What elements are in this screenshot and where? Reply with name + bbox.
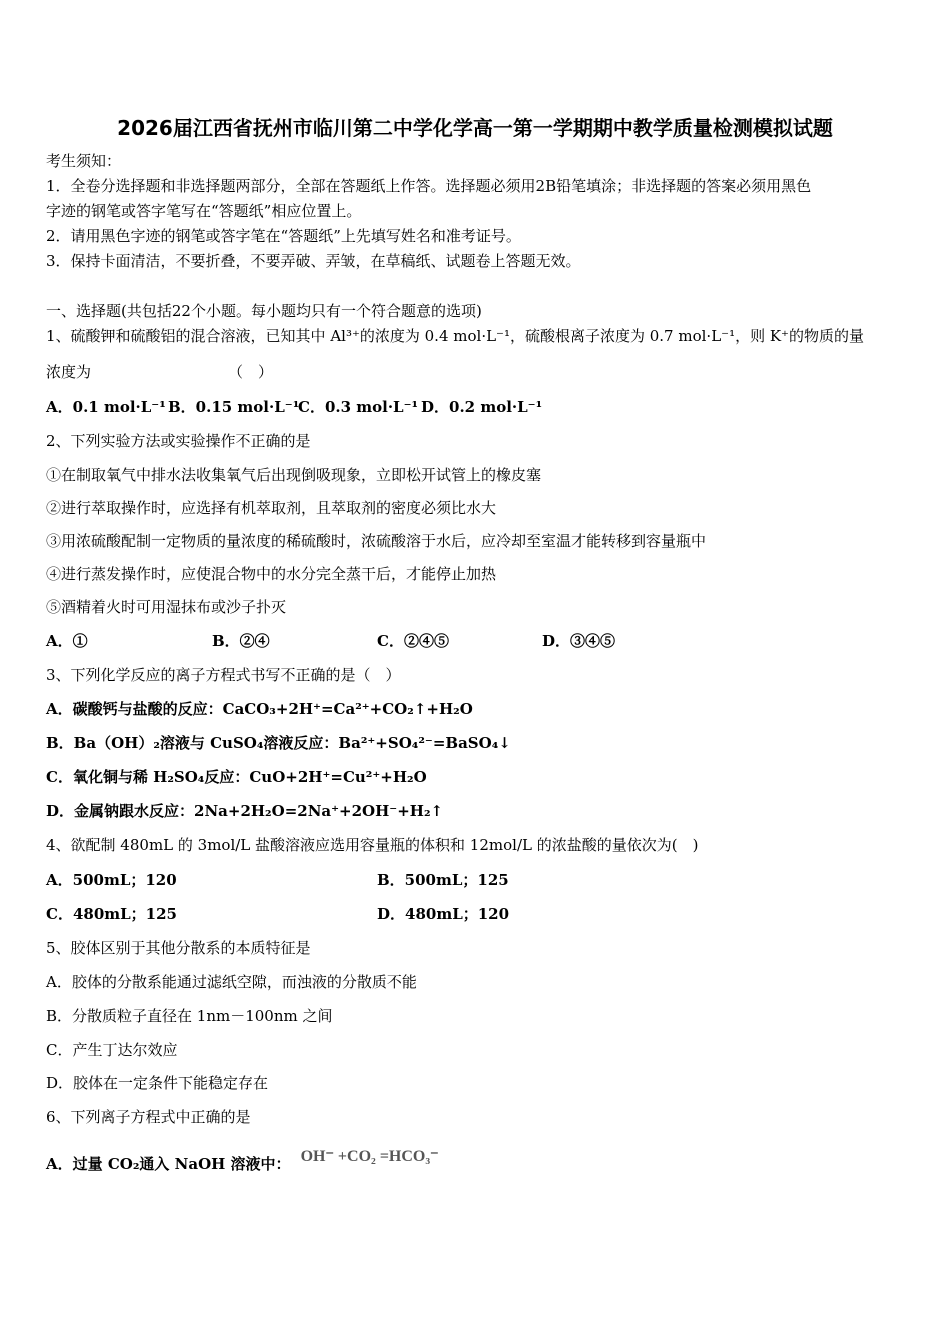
q3-option-a: A．碳酸钙与盐酸的反应：CaCO₃+2H⁺=Ca²⁺+CO₂↑+H₂O <box>46 700 473 718</box>
q5-option-d: D．胶体在一定条件下能稳定存在 <box>46 1074 269 1092</box>
q3-option-d: D．金属钠跟水反应：2Na+2H₂O=2Na⁺+2OH⁻+H₂↑ <box>46 802 444 820</box>
section-heading: 一、选择题(共包括22个小题。每小题均只有一个符合题意的选项) <box>46 302 482 320</box>
q2-option-d: D．③④⑤ <box>542 632 616 650</box>
q5-option-a: A．胶体的分散系能通过滤纸空隙，而浊液的分散质不能 <box>46 973 417 991</box>
notice-item: 1．全卷分选择题和非选择题两部分，全部在答题纸上作答。选择题必须用2B铅笔填涂；非选择题的答案必须用黑色 <box>46 177 812 195</box>
q6-option-a-text: A．过量 CO₂通入 NaOH 溶液中： <box>46 1155 291 1173</box>
notice-heading: 考生须知： <box>46 152 122 170</box>
notice-item: 字迹的钢笔或答字笔写在“答题纸”相应位置上。 <box>46 202 362 220</box>
q2-statement: ②进行萃取操作时，应选择有机萃取剂，且萃取剂的密度必须比水大 <box>46 499 497 517</box>
question-1-stem-cont: 浓度为 <box>46 363 92 381</box>
q1-option-a: A．0.1 mol·L⁻¹ <box>46 398 166 416</box>
notice-item: 2．请用黑色字迹的钢笔或答字笔在“答题纸”上先填写姓名和准考证号。 <box>46 227 521 245</box>
q3-option-c: C．氧化铜与稀 H₂SO₄反应：CuO+2H⁺=Cu²⁺+H₂O <box>46 768 427 786</box>
q6-option-a <box>46 1148 439 1175</box>
q1-option-d: D．0.2 mol·L⁻¹ <box>421 398 543 416</box>
q2-statement: ⑤酒精着火时可用湿抹布或沙子扑灭 <box>46 598 287 616</box>
q2-statement: ④进行蒸发操作时，应使混合物中的水分完全蒸干后，才能停止加热 <box>46 565 497 583</box>
question-3-stem: 3、下列化学反应的离子方程式书写不正确的是（ ） <box>46 666 401 684</box>
q6-option-a-formula: OH⁻ +CO₂ =HCO₃⁻ <box>300 1148 439 1165</box>
q3-option-b: B．Ba（OH）₂溶液与 CuSO₄溶液反应：Ba²⁺+SO₄²⁻=BaSO₄↓ <box>46 734 511 752</box>
q2-option-b: B．②④ <box>212 632 270 650</box>
q4-option-d: D．480mL；120 <box>377 905 510 923</box>
q2-option-c: C．②④⑤ <box>377 632 449 650</box>
q2-statement: ①在制取氧气中排水法收集氧气后出现倒吸现象，立即松开试管上的橡皮塞 <box>46 466 542 484</box>
q4-option-c: C．480mL；125 <box>46 905 177 923</box>
question-2-stem: 2、下列实验方法或实验操作不正确的是 <box>46 432 311 450</box>
page-title: 2026届江西省抚州市临川第二中学化学高一第一学期期中教学质量检测模拟试题 <box>117 116 833 140</box>
q1-option-c: C．0.3 mol·L⁻¹ <box>298 398 419 416</box>
answer-bracket: （ ） <box>228 363 274 381</box>
notice-item: 3．保持卡面清洁，不要折叠，不要弄破、弄皱，在草稿纸、试题卷上答题无效。 <box>46 252 581 270</box>
q5-option-c: C．产生丁达尔效应 <box>46 1041 178 1059</box>
q5-option-b: B．分散质粒子直径在 1nm－100nm 之间 <box>46 1007 333 1025</box>
q2-option-a: A．① <box>46 632 88 650</box>
question-1-stem: 1、硫酸钾和硫酸铝的混合溶液，已知其中 Al³⁺的浓度为 0.4 mol·L⁻¹，硫酸根离子浓度为 0.7 mol·L⁻¹，则 K⁺的物质的量 <box>46 327 864 345</box>
q4-option-b: B．500mL；125 <box>377 871 509 889</box>
question-4-stem: 4、欲配制 480mL 的 3mol/L 盐酸溶液应选用容量瓶的体积和 12mol/L 的浓盐酸的量依次为( ) <box>46 836 699 854</box>
question-6-stem: 6、下列离子方程式中正确的是 <box>46 1108 251 1126</box>
q2-statement: ③用浓硫酸配制一定物质的量浓度的稀硫酸时，浓硫酸溶于水后，应冷却至室温才能转移到容量瓶中 <box>46 532 707 550</box>
question-5-stem: 5、胶体区别于其他分散系的本质特征是 <box>46 939 311 957</box>
q4-option-a: A．500mL；120 <box>46 871 177 889</box>
q1-option-b: B．0.15 mol·L⁻¹ <box>168 398 300 416</box>
